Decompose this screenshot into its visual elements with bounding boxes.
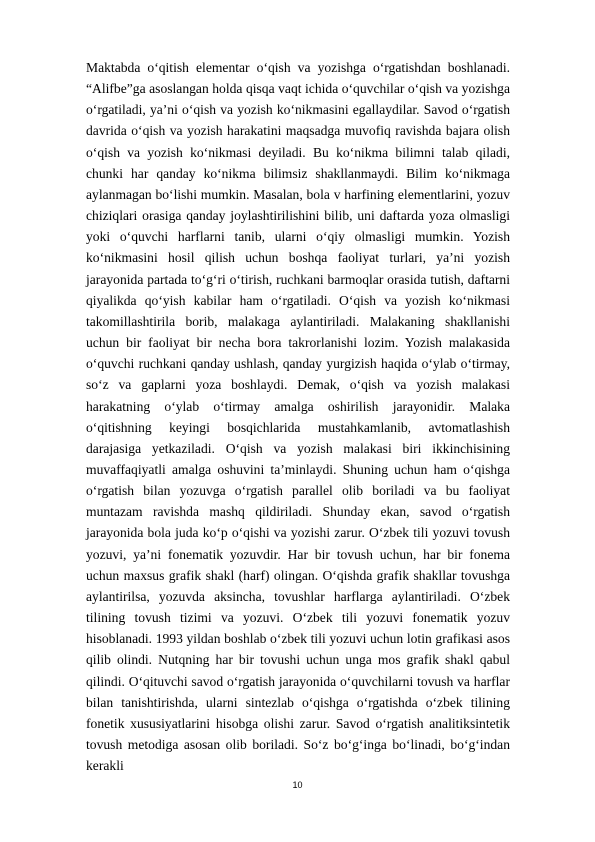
page-number: 10 bbox=[292, 780, 303, 790]
body-paragraph: Maktabda o‘qitish elementar o‘qish va yozishga o‘rgatishdan boshlanadi. “Alifbe”ga asoslangan holda qisqa vaqt ichida o‘quvchilar o‘qish va yozishga o‘rgatiladi, ya’ni o‘qish va yozish ko‘nikmasini egallaydilar. Savod o‘rgatish davrida o‘qish va yozish harakatini maqsadga muvofiq ravishda bajara olish o‘qish va yozish ko‘nikmasi deyiladi. Bu ko‘nikma bilimni talab qiladi, chunki har qanday ko‘nikma bilimsiz shakllanmaydi. Bilim ko‘nikmaga aylanmagan bo‘lishi mumkin. Masalan, bola v harfining elementlarini, yozuv chiziqlari orasiga qanday joylashtirilishini bilib, uni daftarda yoza olmasligi yoki o‘quvchi harflarni tanib, ularni o‘qiy olmasligi mumkin. Yozish ko‘nikmasini hosil qilish uchun boshqa faoliyat turlari, ya’ni yozish jarayonida partada to‘g‘ri o‘tirish, ruchkani barmoqlar orasida tutish, daftarni qiyalikda qo‘yish kabilar ham o‘rgatiladi. O‘qish va yozish ko‘nikmasi takomillashtirila borib, malakaga aylantiriladi. Malakaning shakllanishi uchun bir faoliyat bir necha bora takrorlanishi lozim. Yozish malakasida o‘quvchi ruchkani qanday ushlash, qanday yurgizish haqida o‘ylab o‘tirmay, so‘z va gaplarni yoza boshlaydi. Demak, o‘qish va yozish malakasi harakatning o‘ylab o‘tirmay amalga oshirilish jarayonidir. Malaka o‘qitishning keyingi bosqichlarida mustahkamlanib, avtomatlashish darajasiga yetkaziladi. O‘qish va yozish malakasi biri ikkinchisining muvaffaqiyatli amalga oshuvini ta’minlaydi. Shuning uchun ham o‘qishga o‘rgatish bilan yozuvga o‘rgatish parallel olib boriladi va bu faoliyat muntazam ravishda mashq qildiriladi. Shunday ekan, savod o‘rgatish jarayonida bola juda ko‘p o‘qishi va yozishi zarur. O‘zbek tili yozuvi tovush yozuvi, ya’ni fonematik yozuvdir. Har bir tovush uchun, har bir fonema uchun maxsus grafik shakl (harf) olingan. O‘qishda grafik shakllar tovushga aylantirilsa, yozuvda aksincha, tovushlar harflarga aylantiriladi. O‘zbek tilining tovush tizimi va yozuvi. O‘zbek tili yozuvi fonematik yozuv hisoblanadi. 1993 yildan boshlab o‘zbek tili yozuvi uchun lotin grafikasi asos qilib olindi. Nutqning har bir tovushi uchun unga mos grafik shakl qabul qilindi. O‘qituvchi savod o‘rgatish jarayonida o‘quvchilarni tovush va harflar bilan tanishtirishda, ularni sintezlab o‘qishga o‘rgatishda o‘zbek tilining fonetik xususiyatlarini hisobga olishi zarur. Savod o‘rgatish analitiksintetik tovush metodiga asosan olib boriladi. So‘z bo‘g‘inga bo‘linadi, bo‘g‘indan kerakli bbox=[86, 60, 510, 774]
